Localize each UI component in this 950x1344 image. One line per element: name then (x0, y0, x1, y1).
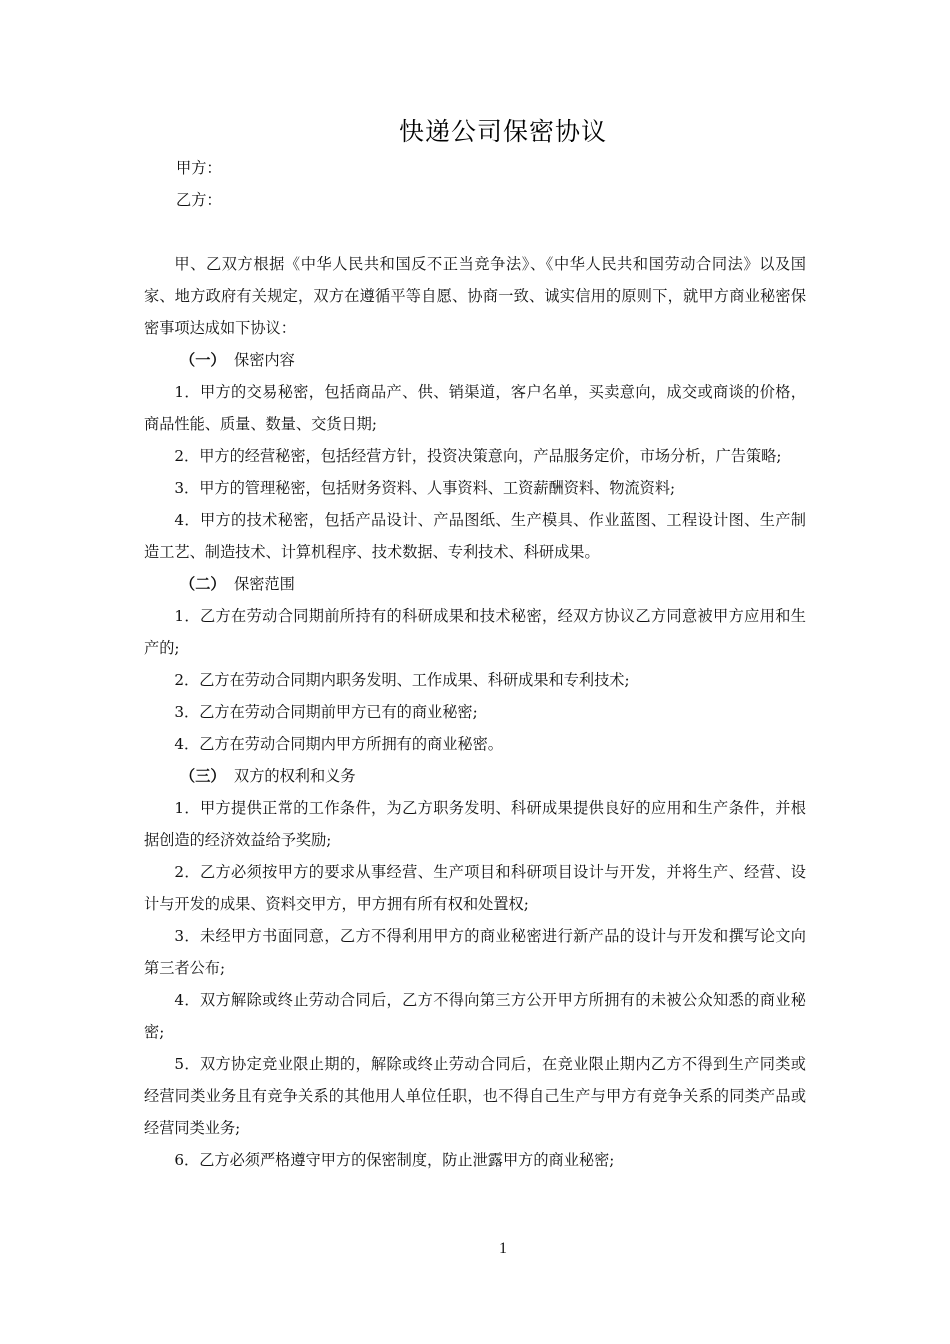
clause: 2．甲方的经营秘密，包括经营方针，投资决策意向，产品服务定价，市场分析，广告策略; (174, 447, 782, 465)
clause: 1．乙方在劳动合同期前所持有的科研成果和技术秘密，经双方协议乙方同意被甲方应用和生产的; (144, 607, 806, 657)
section-heading-2 (144, 568, 806, 600)
clause: 6．乙方必须严格遵守甲方的保密制度，防止泄露甲方的商业秘密; (174, 1151, 615, 1169)
document-title: 快递公司保密协议 (398, 117, 607, 146)
clause: 4．乙方在劳动合同期内甲方所拥有的商业秘密。 (174, 735, 503, 753)
clause: 1．甲方的交易秘密，包括商品产、供、销渠道，客户名单，买卖意向，成交或商谈的价格，商品性能、质量、数量、交货日期; (144, 383, 806, 433)
section-title: 双方的权利和义务 (234, 767, 356, 785)
clause: 4．甲方的技术秘密，包括产品设计、产品图纸、生产模具、作业蓝图、工程设计图、生产制造工艺、制造技术、计算机程序、技术数据、专利技术、科研成果。 (144, 511, 806, 561)
section-title: 保密范围 (234, 575, 295, 593)
clause: 2．乙方必须按甲方的要求从事经营、生产项目和科研项目设计与开发，并将生产、经营、设计与开发的成果、资料交甲方，甲方拥有所有权和处置权; (144, 863, 806, 913)
section-heading-1 (144, 344, 806, 376)
blank-line (144, 216, 806, 248)
document-body (144, 152, 806, 1176)
clause: 1．甲方提供正常的工作条件，为乙方职务发明、科研成果提供良好的应用和生产条件，并根据创造的经济效益给予奖励; (144, 799, 806, 849)
section-title: 保密内容 (234, 351, 295, 369)
section-number: （二） (180, 575, 226, 593)
clause: 5．双方协定竞业限止期的，解除或终止劳动合同后，在竞业限止期内乙方不得到生产同类或经营同类业务且有竞争关系的其他用人单位任职，也不得自己生产与甲方有竞争关系的同类产品或经营同类业务; (144, 1055, 806, 1137)
page-number: 1 (499, 1240, 507, 1257)
clause: 3．未经甲方书面同意，乙方不得利用甲方的商业秘密进行新产品的设计与开发和撰写论文向第三者公布; (144, 927, 806, 977)
clause: 2．乙方在劳动合同期内职务发明、工作成果、科研成果和专利技术; (174, 671, 630, 689)
party-a-line: 甲方： (176, 159, 222, 177)
section-number: （三） (180, 767, 226, 785)
clause: 3．甲方的管理秘密，包括财务资料、人事资料、工资薪酬资料、物流资料; (174, 479, 676, 497)
party-b-line: 乙方： (176, 191, 222, 209)
clause: 3．乙方在劳动合同期前甲方已有的商业秘密; (174, 703, 478, 721)
intro-paragraph: 甲、乙双方根据《中华人民共和国反不正当竞争法》、《中华人民共和国劳动合同法》以及国家、地方政府有关规定，双方在遵循平等自愿、协商一致、诚实信用的原则下，就甲方商业秘密保密事项达成如下协议： (144, 255, 806, 337)
section-number: （一） (180, 351, 226, 369)
section-heading-3 (144, 760, 806, 792)
clause: 4．双方解除或终止劳动合同后，乙方不得向第三方公开甲方所拥有的未被公众知悉的商业秘密; (144, 991, 806, 1041)
